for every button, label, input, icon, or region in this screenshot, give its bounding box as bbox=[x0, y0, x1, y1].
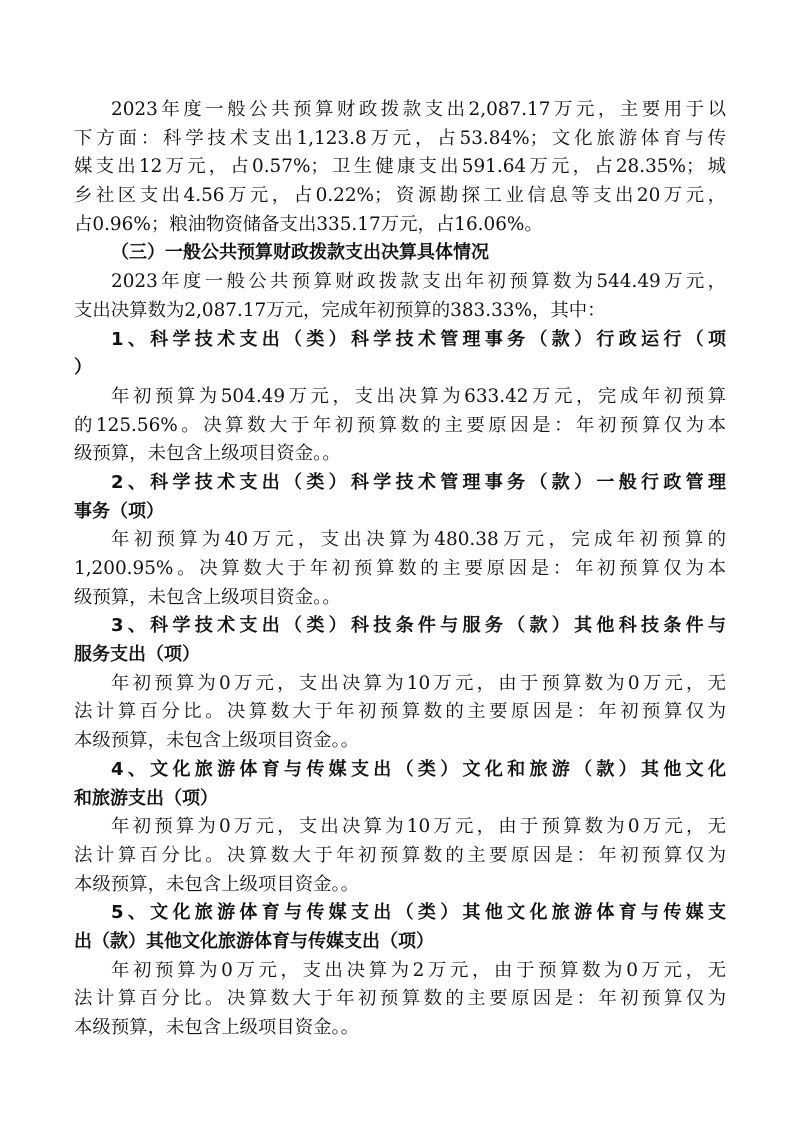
text-line: 年初预算为40万元，支出决算为480.38万元，完成年初预算的 bbox=[111, 529, 726, 551]
text-line: 年初预算为0万元，支出决算为10万元，由于预算数为0万元，无 bbox=[111, 816, 726, 838]
text-line: 占0.96%；粮油物资储备支出335.17万元，占16.06%。 bbox=[74, 213, 543, 235]
item-heading: 1、科学技术支出（类）科学技术管理事务（款）行政运行（项 bbox=[111, 328, 726, 350]
text-line: 法计算百分比。决算数大于年初预算数的主要原因是：年初预算仅为 bbox=[74, 988, 726, 1010]
item-heading-continued: 出（款）其他文化旅游体育与传媒支出（项） bbox=[74, 930, 434, 952]
text-line: 年初预算为0万元，支出决算为10万元，由于预算数为0万元，无 bbox=[111, 672, 726, 694]
text-line: 支出决算数为2,087.17万元，完成年初预算的383.33%，其中： bbox=[74, 299, 606, 321]
text-line: 1,200.95%。决算数大于年初预算数的主要原因是：年初预算仅为本 bbox=[74, 558, 726, 579]
text-line: 的125.56%。决算数大于年初预算数的主要原因是：年初预算仅为本 bbox=[74, 414, 726, 436]
item-heading-continued: 事务（项） bbox=[74, 500, 164, 522]
section-heading: （三）一般公共预算财政拨款支出决算具体情况 bbox=[111, 242, 489, 264]
text-line: 法计算百分比。决算数大于年初预算数的主要原因是：年初预算仅为 bbox=[74, 844, 726, 866]
text-line: 法计算百分比。决算数大于年初预算数的主要原因是：年初预算仅为 bbox=[74, 701, 726, 723]
document-body bbox=[74, 96, 726, 1043]
text-line: 年初预算为0万元，支出决算为2万元，由于预算数为0万元，无 bbox=[111, 959, 726, 981]
text-line: 媒支出12万元，占0.57%；卫生健康支出591.64万元，占28.35%；城 bbox=[74, 156, 726, 178]
text-line: 本级预算，未包含上级项目资金。。 bbox=[74, 1017, 360, 1038]
text-line: 本级预算，未包含上级项目资金。。 bbox=[74, 730, 360, 752]
item-heading-continued: 服务支出（项） bbox=[74, 644, 200, 666]
text-line: 年初预算为504.49万元，支出决算为633.42万元，完成年初预算 bbox=[111, 385, 726, 407]
text-line: 乡社区支出4.56万元，占0.22%；资源勘探工业信息等支出20万元， bbox=[74, 185, 726, 207]
item-heading: 4、文化旅游体育与传媒支出（类）文化和旅游（款）其他文化 bbox=[111, 758, 726, 780]
text-line: 本级预算，未包含上级项目资金。。 bbox=[74, 873, 360, 895]
text-line: 2023年度一般公共预算财政拨款支出2,087.17万元，主要用于以 bbox=[111, 99, 726, 120]
item-heading: 2、科学技术支出（类）科学技术管理事务（款）一般行政管理 bbox=[111, 471, 726, 493]
item-heading-continued: ） bbox=[74, 357, 92, 379]
text-line: 级预算，未包含上级项目资金。。 bbox=[74, 443, 341, 465]
item-heading-continued: 和旅游支出（项） bbox=[74, 787, 218, 809]
item-heading: 3、科学技术支出（类）科技条件与服务（款）其他科技条件与 bbox=[111, 615, 726, 637]
text-line: 2023年度一般公共预算财政拨款支出年初预算数为544.49万元， bbox=[111, 271, 726, 293]
text-line: 级预算，未包含上级项目资金。。 bbox=[74, 586, 341, 608]
item-heading: 5、文化旅游体育与传媒支出（类）其他文化旅游体育与传媒支 bbox=[111, 902, 726, 924]
text-line: 下方面：科学技术支出1,123.8万元，占53.84%；文化旅游体育与传 bbox=[74, 127, 726, 149]
